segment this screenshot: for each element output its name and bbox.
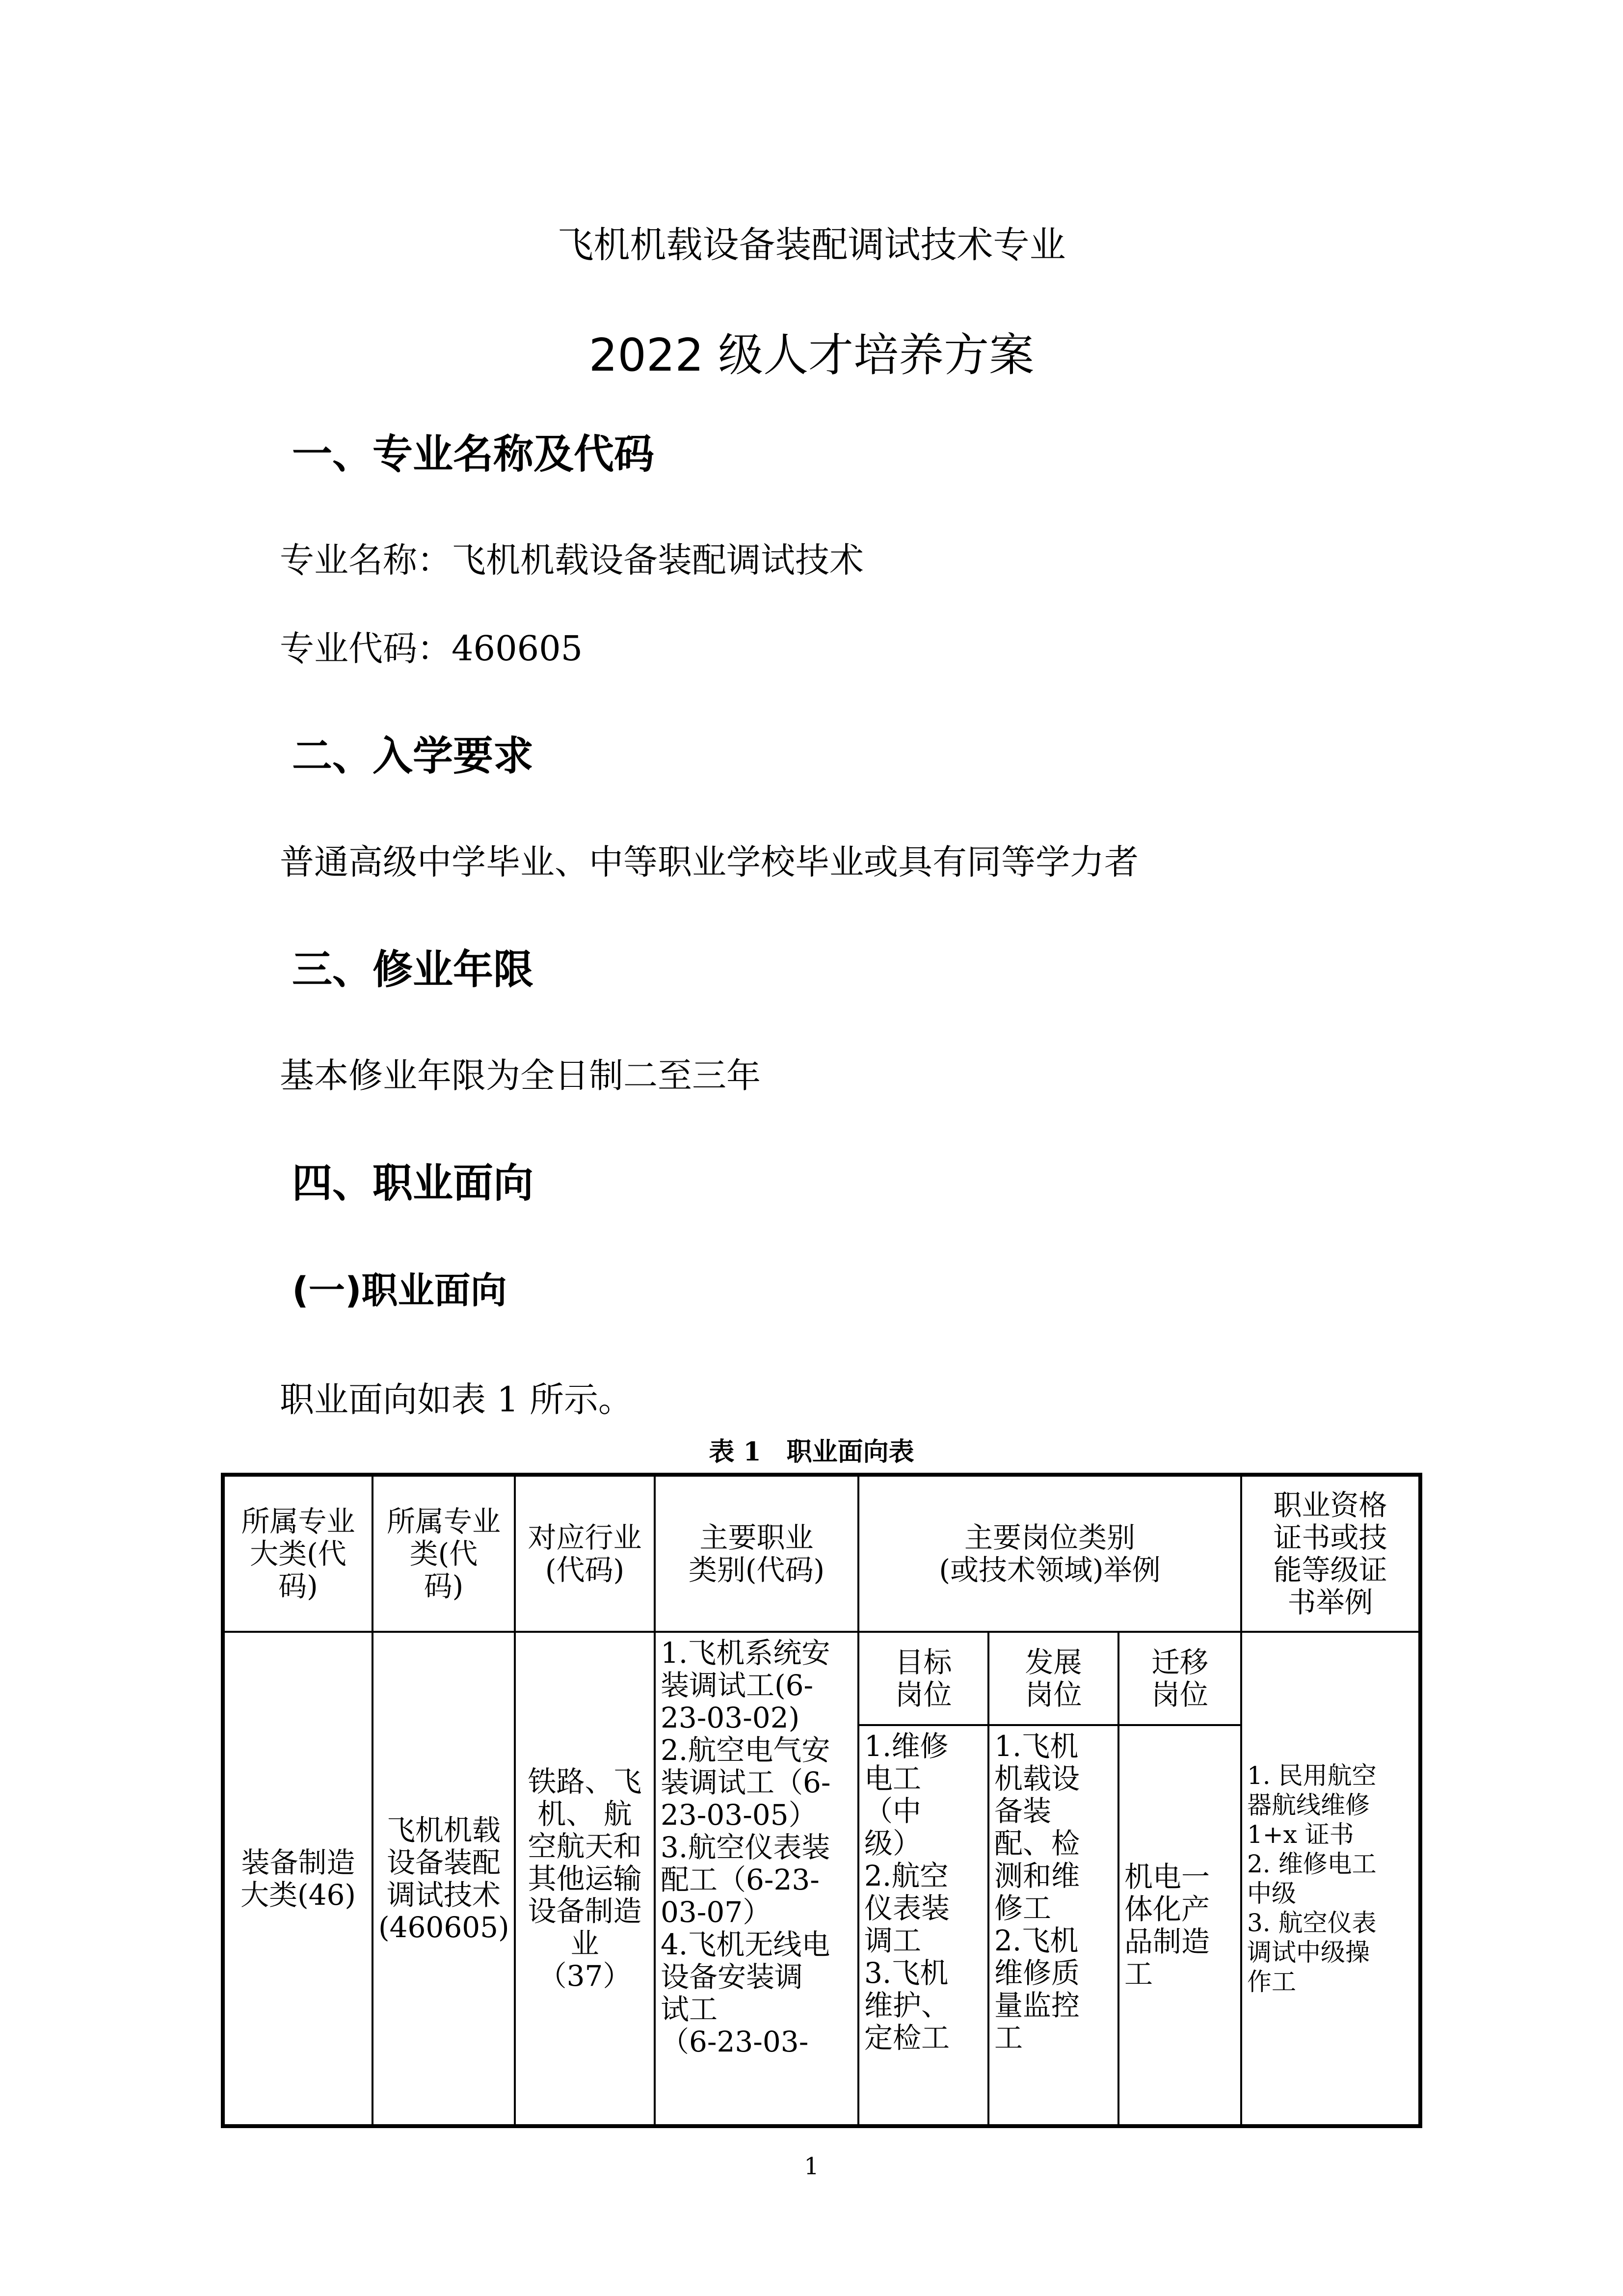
header-positions: 主要岗位类别 (或技术领域)举例 bbox=[858, 1475, 1241, 1632]
table-intro-text: 职业面向如表 1 所示。 bbox=[280, 1379, 633, 1420]
table-subheader-row bbox=[223, 1632, 1420, 1725]
header-development-position: 发展 岗位 bbox=[988, 1632, 1118, 1725]
cell-development-position: 1.飞机 机载设 备装 配、检 测和维 修工 2.飞机 维修质 量监控 工 bbox=[988, 1725, 1118, 2126]
occupation-table bbox=[221, 1473, 1422, 2128]
cell-industry: 铁路、飞 机、 航 空航天和 其他运输 设备制造 业 （37） bbox=[515, 1632, 655, 2126]
table-header-row bbox=[223, 1475, 1420, 1632]
header-transfer-position: 迁移 岗位 bbox=[1118, 1632, 1241, 1725]
cell-category: 装备制造 大类(46) bbox=[223, 1632, 372, 2126]
document-subtitle: 2022 级人才培养方案 bbox=[588, 329, 1035, 381]
cell-occupation: 1.飞机系统安 装调试工(6- 23-03-02) 2.航空电气安 装调试工（6- 23-03-05） 3.航空仪表装 配工（6-23- 03-07） 4.飞机无线电 设备安装调 试工 （6-23-03- bbox=[655, 1632, 858, 2126]
cell-certificates: 1. 民用航空 器航线维修 1+x 证书 2. 维修电工 中级 3. 航空仪表 调试中级操 作工 bbox=[1241, 1632, 1420, 2126]
header-occupation: 主要职业 类别(代码) bbox=[655, 1475, 858, 1632]
major-code-line: 专业代码：460605 bbox=[280, 628, 583, 669]
document-title: 飞机机载设备装配调试技术专业 bbox=[557, 224, 1066, 266]
duration-text: 基本修业年限为全日制二至三年 bbox=[280, 1055, 761, 1096]
header-subcategory: 所属专业 类(代 码) bbox=[372, 1475, 515, 1632]
table-caption: 表 1 职业面向表 bbox=[709, 1437, 914, 1467]
section-4-heading: 四、职业面向 bbox=[292, 1160, 534, 1207]
header-industry: 对应行业 (代码) bbox=[515, 1475, 655, 1632]
header-target-position: 目标 岗位 bbox=[858, 1632, 988, 1725]
section-2-heading: 二、入学要求 bbox=[292, 733, 534, 780]
cell-subcategory: 飞机机载 设备装配 调试技术 (460605) bbox=[372, 1632, 515, 2126]
admission-text: 普通高级中学毕业、中等职业学校毕业或具有同等学力者 bbox=[280, 842, 1139, 882]
section-1-heading: 一、专业名称及代码 bbox=[292, 431, 655, 478]
section-4-sub-heading: (一)职业面向 bbox=[292, 1270, 507, 1312]
cell-transfer-position: 机电一 体化产 品制造 工 bbox=[1118, 1725, 1241, 2126]
header-certificates: 职业资格 证书或技 能等级证 书举例 bbox=[1241, 1475, 1420, 1632]
page-number: 1 bbox=[804, 2153, 819, 2180]
header-category: 所属专业 大类(代 码) bbox=[223, 1475, 372, 1632]
cell-target-position: 1.维修 电工 （中 级） 2.航空 仪表装 调工 3.飞机 维护、 定检工 bbox=[858, 1725, 988, 2126]
major-name-line: 专业名称：飞机机载设备装配调试技术 bbox=[280, 540, 864, 580]
section-3-heading: 三、修业年限 bbox=[292, 946, 534, 993]
